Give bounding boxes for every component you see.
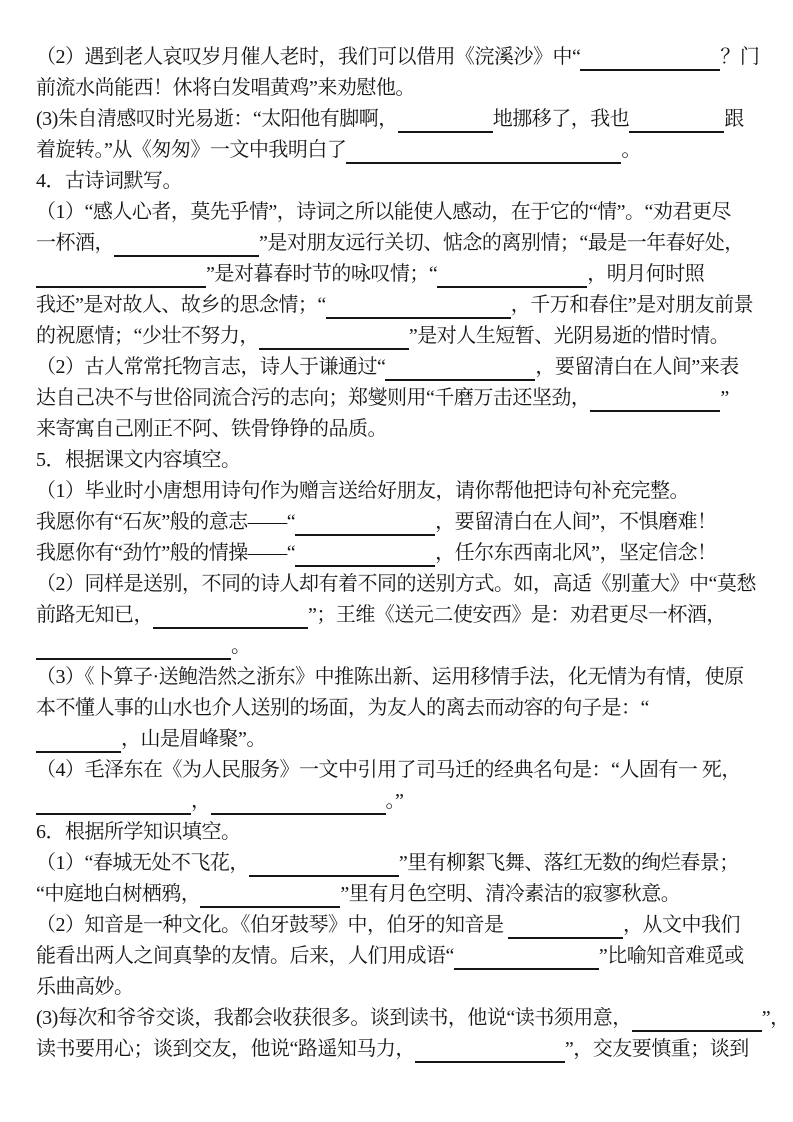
text-segment: ”， [761, 1007, 790, 1029]
text-line [36, 693, 763, 724]
fill-in-blank-underline [346, 140, 621, 164]
text-segment: 。 [231, 635, 251, 657]
fill-in-blank-underline [508, 915, 623, 939]
fill-in-blank-underline [114, 233, 259, 257]
text-segment: 。 [621, 139, 641, 161]
text-segment: （2）古人常常托物言志，诗人于谦通过“ [36, 356, 386, 378]
text-line [36, 600, 763, 631]
text-segment: ”是对暮春时节的咏叹情；“ [206, 263, 438, 285]
text-line [36, 321, 763, 352]
fill-in-blank-underline [437, 264, 587, 288]
fill-in-blank-underline [200, 884, 340, 908]
text-line [36, 383, 763, 414]
text-segment: 6．根据所学知识填空。 [36, 821, 241, 843]
text-segment: （3）《卜算子·送鲍浩然之浙东》中推陈出新、运用移情手法，化无情为有情，使原 [36, 666, 744, 688]
text-segment: 5．根据课文内容填空。 [36, 449, 241, 471]
text-line [36, 166, 763, 197]
text-segment: ”，交友要慎重；谈到 [564, 1038, 749, 1060]
text-line [36, 259, 763, 290]
text-segment: 能看出两人之间真挚的友情。后来，人们用成语“ [36, 945, 454, 967]
text-segment: 我愿你有“石灰”般的意志——“ [36, 511, 296, 533]
text-segment: ， [191, 790, 211, 812]
text-segment: ，要留清白在人间”来表 [535, 356, 739, 378]
text-line [36, 848, 763, 879]
text-segment: ”是对朋友远行关切、惦念的离别情；“最是一年春好处， [259, 232, 744, 254]
text-segment: (3)每次和爷爷交谈，我都会收获很多。谈到读书，他说“读书须用意， [36, 1007, 632, 1029]
text-line [36, 631, 763, 662]
fill-in-blank-underline [590, 388, 720, 412]
fill-in-blank-underline [415, 1039, 565, 1063]
text-line [36, 476, 763, 507]
text-segment: （2）知音是一种文化。《伯牙鼓琴》中，伯牙的知音是 [36, 914, 508, 936]
text-segment: 达自己决不与世俗同流合污的志向；郑燮则用“千磨万击还坚劲， [36, 387, 591, 409]
text-segment: ，千万和春住”是对朋友前景 [510, 294, 754, 316]
text-segment: （1）毕业时小唐想用诗句作为赠言送给好朋友，请你帮他把诗句补充完整。 [36, 480, 689, 502]
fill-in-blank-underline [454, 946, 599, 970]
text-segment: 的祝愿情；“少壮不努力， [36, 325, 259, 347]
text-line [36, 1034, 763, 1065]
text-segment: 来寄寓自己刚正不阿、铁骨铮铮的品质。 [36, 418, 387, 440]
text-segment: 着旋转。”从《匆匆》一文中我明白了 [36, 139, 347, 161]
text-segment: ，山是眉峰聚”。 [121, 728, 266, 750]
fill-in-blank-underline [249, 853, 399, 877]
text-segment: ” [720, 387, 729, 409]
text-line [36, 352, 763, 383]
fill-in-blank-underline [36, 636, 231, 660]
text-segment: 地挪移了，我也 [492, 108, 630, 130]
text-line [36, 228, 763, 259]
fill-in-blank-underline [580, 47, 720, 71]
fill-in-blank-underline [295, 512, 435, 536]
text-segment: （1）“感人心者，莫先乎情”，诗词之所以能使人感动，在于它的“情”。“劝君更尽 [36, 201, 731, 223]
text-line [36, 104, 763, 135]
text-segment: 读书要用心；谈到交友，他说“路遥知马力， [36, 1038, 415, 1060]
text-segment: （2）同样是送别，不同的诗人却有着不同的送别方式。如，高适《别董大》中“莫愁 [36, 573, 756, 595]
text-line [36, 414, 763, 445]
text-segment: ，从文中我们 [623, 914, 740, 936]
text-line [36, 42, 763, 73]
text-segment: 前流水尚能西！休将白发唱黄鸡”来劝慰他。 [36, 77, 415, 99]
text-segment: 前路无知已， [36, 604, 153, 626]
text-line [36, 445, 763, 476]
text-line [36, 817, 763, 848]
text-segment: ，要留清白在人间”，不惧磨难！ [435, 511, 717, 533]
fill-in-blank-underline [259, 326, 409, 350]
fill-in-blank-underline [36, 791, 191, 815]
text-segment: ”里有柳絮飞舞、落红无数的绚烂春景； [398, 852, 739, 874]
fill-in-blank-underline [632, 1008, 762, 1032]
fill-in-blank-underline [398, 109, 493, 133]
fill-in-blank-underline [36, 729, 121, 753]
fill-in-blank-underline [295, 543, 435, 567]
text-line [36, 569, 763, 600]
text-segment: 跟 [724, 108, 744, 130]
text-segment: ”比喻知音难觅或 [598, 945, 744, 967]
text-segment: 乐曲高妙。 [36, 976, 134, 998]
text-line [36, 724, 763, 755]
text-segment: “中庭地白树栖鸦， [36, 883, 201, 905]
text-line [36, 290, 763, 321]
text-segment: ？门 [720, 46, 760, 68]
text-segment: ”是对人生短暂、光阴易逝的惜时情。 [408, 325, 730, 347]
text-segment: 我愿你有“劲竹”般的情操——“ [36, 542, 296, 564]
text-line [36, 197, 763, 228]
text-line [36, 73, 763, 104]
text-segment: 一杯酒， [36, 232, 114, 254]
text-segment: 。” [385, 790, 404, 812]
text-line [36, 755, 763, 786]
text-line [36, 507, 763, 538]
fill-in-blank-underline [211, 791, 386, 815]
text-segment: （4）毛泽东在《为人民服务》一文中引用了司马迁的经典名句是：“人固有一 死， [36, 759, 741, 781]
text-line [36, 879, 763, 910]
text-segment: 本不懂人事的山水也介人送别的场面，为友人的离去而动容的句子是：“ [36, 697, 649, 719]
text-line [36, 910, 763, 941]
fill-in-blank-underline [385, 357, 535, 381]
text-segment: (3)朱自清感叹时光易逝：“太阳他有脚啊， [36, 108, 398, 130]
text-line [36, 1003, 790, 1034]
text-segment: （1）“春城无处不飞花， [36, 852, 249, 874]
text-line [36, 538, 763, 569]
fill-in-blank-underline [326, 295, 511, 319]
text-line [36, 786, 763, 817]
text-segment: ，任尔东西南北风”，坚定信念！ [435, 542, 717, 564]
text-segment: （2）遇到老人哀叹岁月催人老时，我们可以借用《浣溪沙》中“ [36, 46, 581, 68]
text-segment: ，明月何时照 [587, 263, 705, 285]
text-line [36, 972, 763, 1003]
text-segment: ”里有月色空明、清冷素洁的寂寥秋意。 [340, 883, 681, 905]
text-segment: 我还”是对故人、故乡的思念情；“ [36, 294, 326, 316]
fill-in-blank-underline [629, 109, 724, 133]
fill-in-blank-underline [153, 605, 308, 629]
text-segment: ”；王维《送元二使安西》是：劝君更尽一杯酒， [308, 604, 726, 626]
text-line [36, 662, 763, 693]
text-line [36, 135, 763, 166]
text-line [36, 941, 763, 972]
fill-in-blank-underline [36, 264, 206, 288]
text-segment: 4．古诗词默写。 [36, 170, 182, 192]
